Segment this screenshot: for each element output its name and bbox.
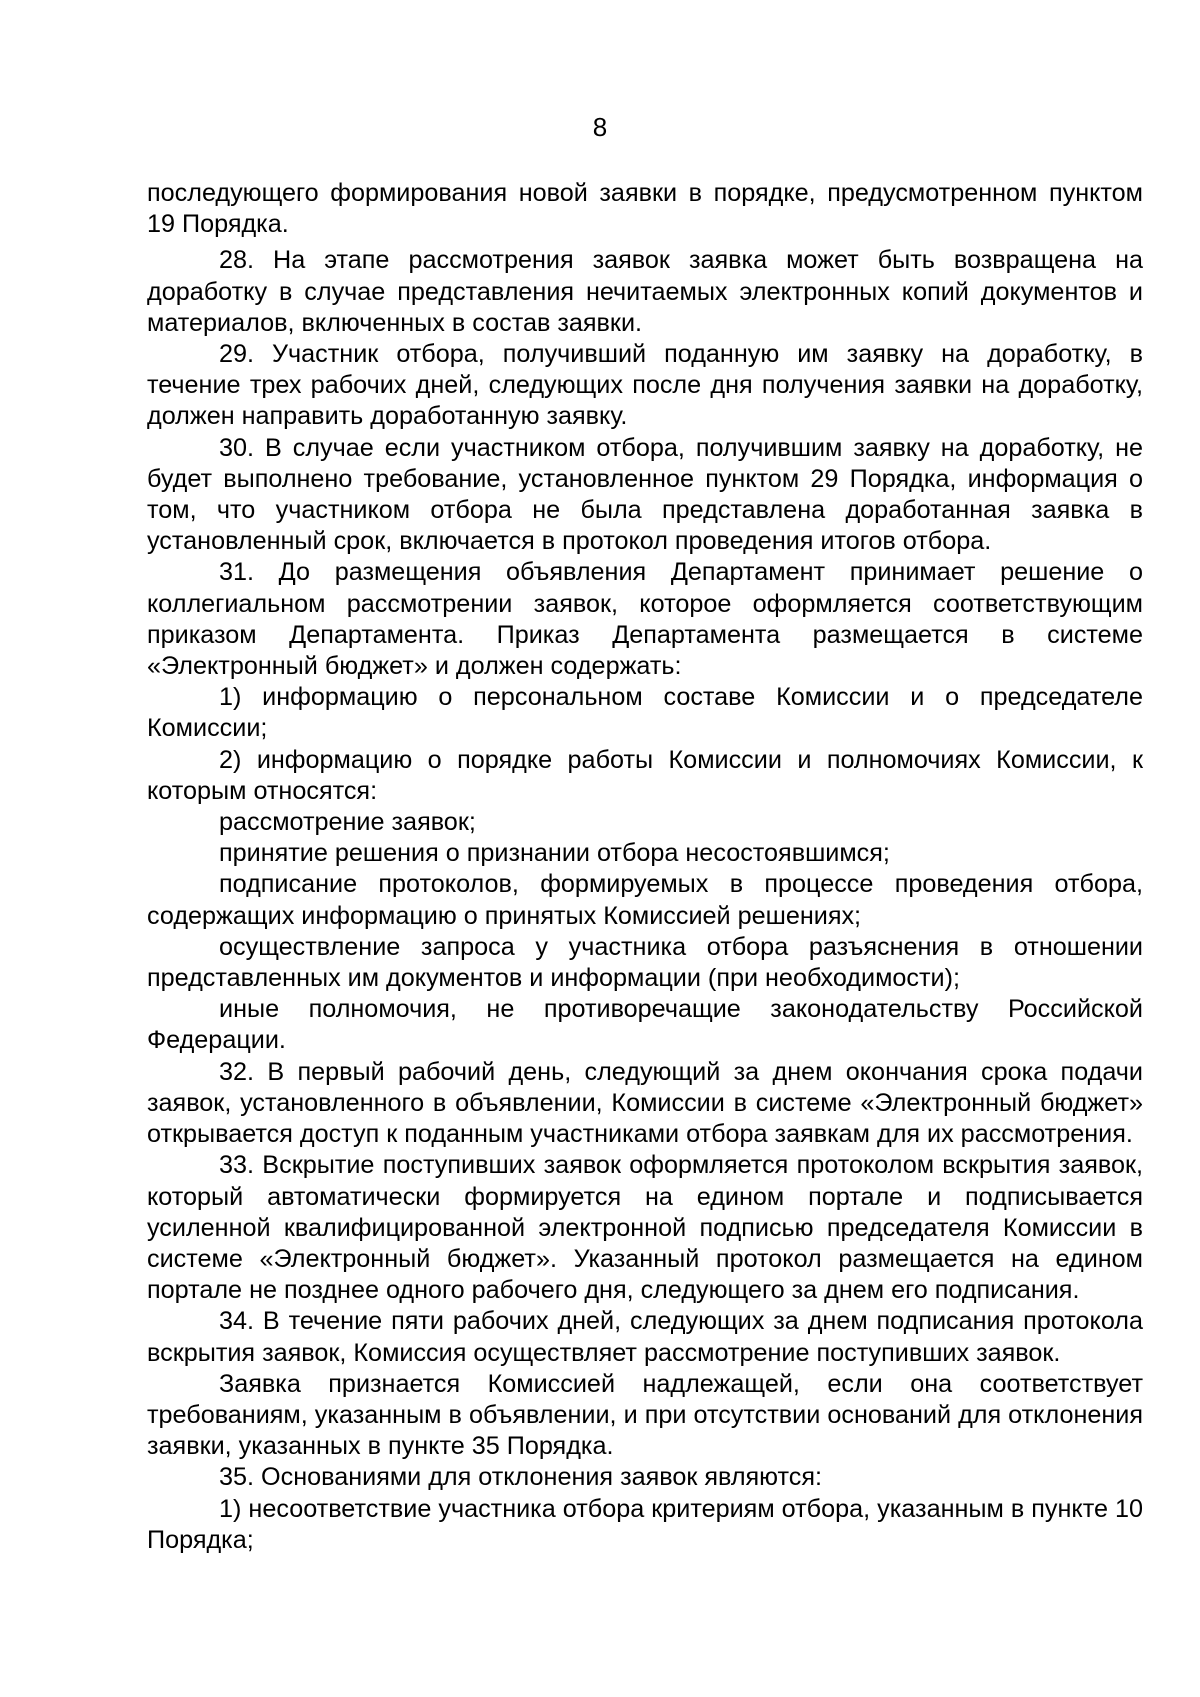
paragraph-33: 33. Вскрытие поступивших заявок оформляется протоколом вскрытия заявок, который автоматически формируется на едином портале и подписывается усиленной квалифицированной электронной подписью председателя Комиссии в системе «Электронный бюджет». Указанный протокол размещается на едином портале не позднее одного рабочего дня, следующего за днем его подписания. <box>147 1151 1143 1305</box>
paragraph-31-subitem-review: рассмотрение заявок; <box>219 808 476 837</box>
paragraph-continuation: последующего формирования новой заявки в порядке, предусмотренном пунктом 19 Порядка. <box>147 179 1143 239</box>
paragraph-31: 31. До размещения объявления Департамент принимает решение о коллегиальном рассмотрении заявок, которое оформляется соответствующим приказом Департамента. Приказ Департамента размещается в системе «Электронный бюджет» и должен содержать: <box>147 558 1143 681</box>
paragraph-34: 34. В течение пяти рабочих дней, следующих за днем подписания протокола вскрытия заявок, Комиссия осуществляет рассмотрение поступивших заявок. <box>147 1307 1143 1367</box>
paragraph-32: 32. В первый рабочий день, следующий за днем окончания срока подачи заявок, установленного в объявлении, Комиссии в системе «Электронный бюджет» открывается доступ к поданным участниками отбора заявкам для их рассмотрения. <box>147 1057 1143 1149</box>
paragraph-34-proper-application: Заявка признается Комиссией надлежащей, если она соответствует требованиям, указанным в объявлении, и при отсутствии оснований для отклонения заявки, указанных в пункте 35 Порядка. <box>147 1369 1143 1461</box>
paragraph-31-item-2: 2) информацию о порядке работы Комиссии и полномочиях Комиссии, к которым относятся: <box>147 745 1143 805</box>
paragraph-31-subitem-other: иные полномочия, не противоречащие законодательству Российской Федерации. <box>147 995 1143 1055</box>
paragraph-35: 35. Основаниями для отклонения заявок являются: <box>219 1463 822 1492</box>
paragraph-31-item-1: 1) информацию о персональном составе Комиссии и о председателе Комиссии; <box>147 683 1143 743</box>
paragraph-30: 30. В случае если участником отбора, получившим заявку на доработку, не будет выполнено требование, установленное пунктом 29 Порядка, информация о том, что участником отбора не была представлена доработанная заявка в установленный срок, включается в протокол проведения итогов отбора. <box>147 433 1143 556</box>
paragraph-31-subitem-request: осуществление запроса у участника отбора разъяснения в отношении представленных им документов и информации (при необходимости); <box>147 932 1143 993</box>
document-body <box>147 178 1143 1556</box>
paragraph-28: 28. На этапе рассмотрения заявок заявка может быть возвращена на доработку в случае представления нечитаемых электронных копий документов и материалов, включенных в состав заявки. <box>147 246 1143 337</box>
paragraph-31-subitem-failed: принятие решения о признании отбора несостоявшимся; <box>219 839 890 868</box>
paragraph-31-subitem-protocols: подписание протоколов, формируемых в процессе проведения отбора, содержащих информацию о принятых Комиссией решениях; <box>147 870 1143 930</box>
paragraph-35-item-1: 1) несоответствие участника отбора критериям отбора, указанным в пункте 10 Порядка; <box>147 1494 1143 1554</box>
paragraph-29: 29. Участник отбора, получивший поданную им заявку на доработку, в течение трех рабочих дней, следующих после дня получения заявки на доработку, должен направить доработанную заявку. <box>147 340 1143 431</box>
page-number: 8 <box>592 112 608 142</box>
